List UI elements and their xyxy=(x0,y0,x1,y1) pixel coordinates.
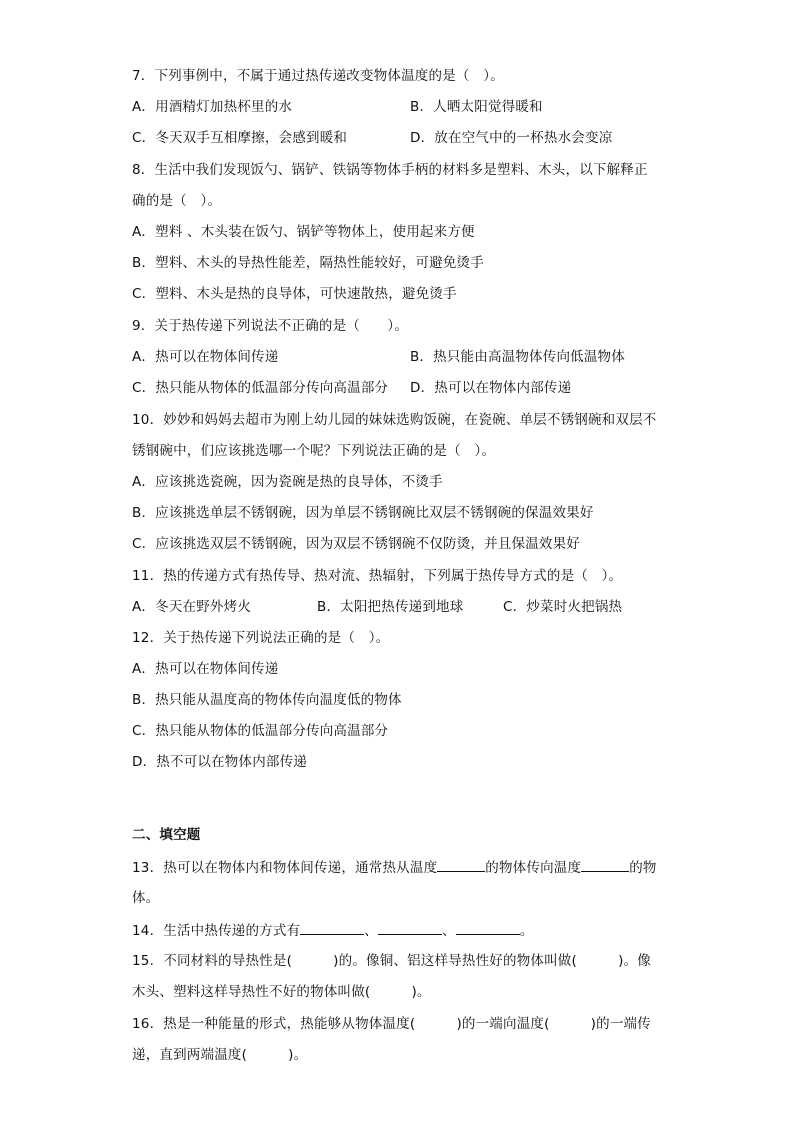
q11-option-a: A．冬天在野外烤火 xyxy=(132,599,252,615)
q16-line2: 递，直到两端温度( )。 xyxy=(132,1047,308,1063)
q12-stem: 12．关于热传递下列说法正确的是（ ）。 xyxy=(132,630,390,646)
q8-stem-line2: 确的是（ ）。 xyxy=(132,193,222,209)
q14-end: 。 xyxy=(519,923,534,939)
q9-option-a: A．热可以在物体间传递 xyxy=(132,349,279,365)
q7-option-a: A．用酒精灯加热杯里的水 xyxy=(132,99,293,115)
q13-text-3: 的物 xyxy=(629,860,657,876)
q12-option-b: B．热只能从温度高的物体传向温度低的物体 xyxy=(132,692,402,708)
q13-blank-2[interactable] xyxy=(581,857,629,872)
q16-line1: 16．热是一种能量的形式，热能够从物体温度( )的一端向温度( )的一端传 xyxy=(132,1016,651,1032)
q14-sep-1: 、 xyxy=(364,923,378,939)
q12-option-a: A．热可以在物体间传递 xyxy=(132,661,279,677)
q8-option-c: C．塑料、木头是热的良导体，可快速散热，避免烫手 xyxy=(132,286,457,302)
q14-blank-1[interactable] xyxy=(300,920,364,935)
q11-option-b: B．太阳把热传递到地球 xyxy=(317,599,464,615)
q7-stem: 7．下列事例中，不属于通过热传递改变物体温度的是（ ）。 xyxy=(132,68,504,84)
q10-option-a: A．应该挑选瓷碗，因为瓷碗是热的良导体，不烫手 xyxy=(132,474,443,490)
q13-text-1: 13．热可以在物体内和物体间传递，通常热从温度 xyxy=(132,860,438,876)
q14-blank-2[interactable] xyxy=(378,920,442,935)
q13-text-2: 的物体传向温度 xyxy=(485,860,582,876)
q7-option-c: C．冬天双手互相摩擦，会感到暖和 xyxy=(132,130,348,146)
q10-stem-line1: 10．妙妙和妈妈去超市为刚上幼儿园的妹妹选购饭碗，在瓷碗、单层不锈钢碗和双层不 xyxy=(132,412,657,428)
q9-option-c: C．热只能从物体的低温部分传向高温部分 xyxy=(132,380,389,396)
q14-sep-2: 、 xyxy=(441,923,456,939)
q15-line2: 木头、塑料这样导热性不好的物体叫做( )。 xyxy=(132,984,431,1000)
q13-line1 xyxy=(132,857,657,878)
section-heading: 二、填空题 xyxy=(132,827,201,843)
q10-option-b: B．应该挑选单层不锈钢碗，因为单层不锈钢碗比双层不锈钢碗的保温效果好 xyxy=(132,505,594,521)
q10-stem-line2: 锈钢碗中，们应该挑选哪一个呢？下列说法正确的是（ ）。 xyxy=(132,443,496,459)
q8-option-b: B．塑料、木头的导热性能差，隔热性能较好，可避免烫手 xyxy=(132,255,484,271)
q14-text-1: 14．生活中热传递的方式有 xyxy=(132,923,301,939)
q9-stem: 9．关于热传递下列说法不正确的是（ ）。 xyxy=(132,318,409,334)
q8-option-a: A．塑料 、木头装在饭勺、锅铲等物体上，使用起来方便 xyxy=(132,224,475,240)
q11-option-c: C．炒菜时火把锅热 xyxy=(503,599,623,615)
q7-option-d: D．放在空气中的一杯热水会变凉 xyxy=(410,130,613,146)
q9-option-b: B．热只能由高温物体传向低温物体 xyxy=(410,349,625,365)
q13-line2: 体。 xyxy=(132,890,160,906)
q14-blank-3[interactable] xyxy=(456,920,520,935)
q15-line1: 15．不同材料的导热性是( )的。像铜、铝这样导热性好的物体叫做( )。像 xyxy=(132,953,651,969)
q8-stem-line1: 8．生活中我们发现饭勺、锅铲、铁锅等物体手柄的材料多是塑料、木头，以下解释正 xyxy=(132,162,648,178)
q12-option-d: D．热不可以在物体内部传递 xyxy=(132,754,307,770)
q9-option-d: D．热可以在物体内部传递 xyxy=(410,380,572,396)
q12-option-c: C．热只能从物体的低温部分传向高温部分 xyxy=(132,723,389,739)
q10-option-c: C．应该挑选双层不锈钢碗，因为双层不锈钢碗不仅防烫，并且保温效果好 xyxy=(132,536,581,552)
q7-option-b: B．人晒太阳觉得暖和 xyxy=(410,99,543,115)
q13-blank-1[interactable] xyxy=(437,857,485,872)
q11-stem: 11．热的传递方式有热传导、热对流、热辐射，下列属于热传导方式的是（ ）。 xyxy=(132,568,623,584)
q14-line xyxy=(132,920,533,941)
